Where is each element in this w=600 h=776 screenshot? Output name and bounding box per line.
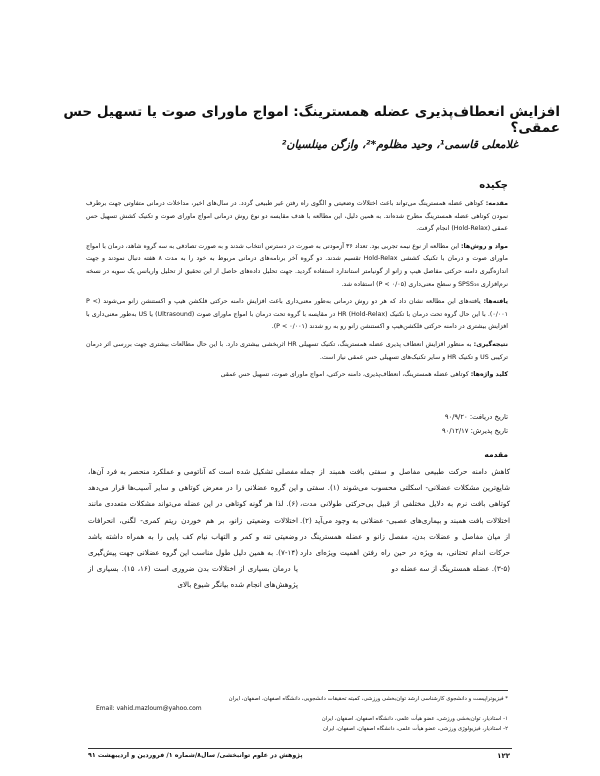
abstract-methods xyxy=(86,241,508,291)
abstract-results-label: یافته‌ها: xyxy=(483,298,508,306)
introduction-heading: مقدمه xyxy=(484,450,508,459)
abstract-body xyxy=(86,198,508,387)
abstract-conclusion xyxy=(86,339,508,364)
abstract-keywords xyxy=(86,369,508,382)
paper-title: افزایش انعطاف‌پذیری عضله همسترینگ: امواج ماورای صوت یا تسهیل حس عمقی؟ xyxy=(63,104,560,136)
abstract-methods-label: مواد و روش‌ها: xyxy=(460,242,508,250)
abstract-intro-text: کوتاهی عضله همسترینگ می‌تواند باعث اختلالات وضعیتی و الگوی راه رفتن غیر طبیعی گردد. در سال‌های اخیر، مداخلات درمانی متفاوتی جهت برطرف نمودن کوتاهی عضله همسترینگ مطرح شده‌اند. به همین دلیل، این مطالعه با هدف مقایسه دو نوع روش درمانی امواج ماورای صوت و تکنیک کشش تسهیل حس عمقی (Hold-Relax) انجام گرفت. xyxy=(86,200,508,233)
introduction-column-right xyxy=(300,464,510,577)
introduction-paragraph-1: کاهش دامنه حرکت طبیعی مفاصل و سفتی بافت همبند از جمله شایع‌ترین مشکلات عضلانی- اسکلتی محسوب می‌شوند (۱). سفتی و کوتاهی بافت نرم به دلایل مختلفی از قبیل بی‌حرکتی طولانی مدت، اختلالات بافت همبند و بیماری‌های عصبی- عضلانی به وجود می‌آید (۲). از میان مفاصل و عضلات بدن، مفصل زانو و عضله همسترینگ در حرکات اندام تحتانی، به ویژه در حین راه رفتن اهمیت ویژه‌ای دارد (۵-۳). عضله همسترینگ از سه عضله دو xyxy=(300,467,510,574)
abstract-methods-text: این مطالعه از نوع نیمه تجربی بود. تعداد ۳۶ آزمودنی به صورت در دسترس انتخاب شدند و به صورت تصادفی به سه گروه شاهد، درمان با امواج ماورای صوت و درمان با تکنیک کششی Hold-Relax تقسیم شدند. دو گروه آخر برنامه‌های درمانی مربوط به خود را به مدت ۸ هفته دنبال نمودند و جهت اندازه‌گیری دامنه حرکتی مفاصل هیپ و زانو از گونیامتر استاندارد استفاده گردید. جهت تحلیل داده‌های حاصل از این تحقیق از تحلیل واریانس یک سویه در نسخه نرم‌افزاری SPSS₁₆ و سطح معنی‌داری (P < ۰/۰۵) استفاده شد. xyxy=(86,242,508,288)
abstract-conclusion-text: به منظور افزایش انعطاف پذیری عضله همسترینگ، تکنیک تسهیلی HR اثربخشی بیشتری دارد. با این حال مطالعات بیشتری جهت بررسی اثر درمان ترکیبی US و تکنیک HR و سایر تکنیک‌های تسهیلی حس عمقی نیاز است. xyxy=(86,340,508,361)
journal-citation: پژوهش در علوم توانبخشی/ سال۸/شماره ۱/ فروردین و اردیبهشت ۹۱ xyxy=(88,752,303,759)
affiliation-2: ۲- استادیار، فیزیولوژی ورزشی، عضو هیأت علمی، دانشگاه اصفهان، اصفهان، ایران xyxy=(323,726,508,732)
corresponding-email: Email: vahid.mazloum@yahoo.com xyxy=(96,705,202,712)
received-date: تاریخ دریافت: ۹۰/۹/۲۰ xyxy=(444,413,508,421)
abstract-keywords-text: کوتاهی عضله همسترینگ، انعطاف‌پذیری، دامنه حرکتی، امواج ماورای صوت، تسهیل حس عمقی xyxy=(220,371,471,379)
footnotes xyxy=(90,694,508,734)
abstract-heading: چکیده xyxy=(479,180,508,191)
abstract-results-text: یافته‌های این مطالعه نشان داد که هر دو روش درمانی به‌طور معنی‌داری باعث افزایش دامنه حرکتی فلکشن هیپ و اکستنشن زانو می‌شوند (P < ۰/۰۰۱). با این حال گروه تحت درمان با تکنیک (Hold-Relax) HR در مقایسه با گروه تحت درمان با امواج ماورای صوت (Ultrasound) یا US به‌طور معنی‌داری با افزایش بیشتری در دامنه حرکتی فلکشن‌هیپ و اکستنشن زانو رو به رو شدند (P < ۰/۰۰۱). xyxy=(86,298,508,331)
abstract-keywords-label: کلید واژه‌ها: xyxy=(470,371,508,379)
affiliation-1: ۱- استادیار، توان‌بخشی ورزشی، عضو هیأت علمی، دانشگاه اصفهان، اصفهان، ایران xyxy=(321,716,508,722)
abstract-conclusion-label: نتیجه‌گیری: xyxy=(473,340,508,348)
introduction-paragraph-2: مفصلی تشکیل شده است که آناتومی و عملکرد منحصر به فرد آن‌ها، این گروه عضلانی را در معرض کوتاهی و سایر آسیب‌ها قرار می‌دهد (۶). لذا هر گونه کوتاهی در این عضله می‌تواند مشکلات متعددی مانند اختلالات وضعیتی زانو، بر هم خوردن ریتم کمری- لگنی، انحرافات وضعیتی تنه و کمر و التهاب نیام کف پایی را به همراه داشته باشد (۱۴-۷). به همین دلیل طول مناسب این گروه عضلانی جهت پیش‌گیری یا درمان بسیاری از اختلالات بدن ضروری است (۱۶، ۱۵). بسیاری از پژوهش‌های انجام شده بیانگر شیوع بالای xyxy=(88,467,298,590)
abstract-results xyxy=(86,296,508,334)
authors-line: غلامعلی قاسمی¹، وحید مظلوم*²، وازگن مینلسیان² xyxy=(281,138,518,151)
footer-divider xyxy=(88,748,512,749)
submission-dates xyxy=(442,410,508,438)
introduction-column-left xyxy=(88,464,298,594)
corresponding-author-note: * فیزیوتراپیست و دانشجوی کارشناسی ارشد توان‌بخشی ورزشی، کمیته تحقیقات دانشجویی، دانشگاه اصفهان، اصفهان، ایران xyxy=(228,696,508,702)
abstract-intro-label: مقدمه: xyxy=(485,200,508,207)
footnote-divider xyxy=(328,690,508,691)
abstract-introduction xyxy=(86,198,508,236)
page-number: ۱۲۲ xyxy=(497,752,510,760)
accepted-date: تاریخ پذیرش: ۹۰/۱۲/۱۷ xyxy=(441,427,508,435)
